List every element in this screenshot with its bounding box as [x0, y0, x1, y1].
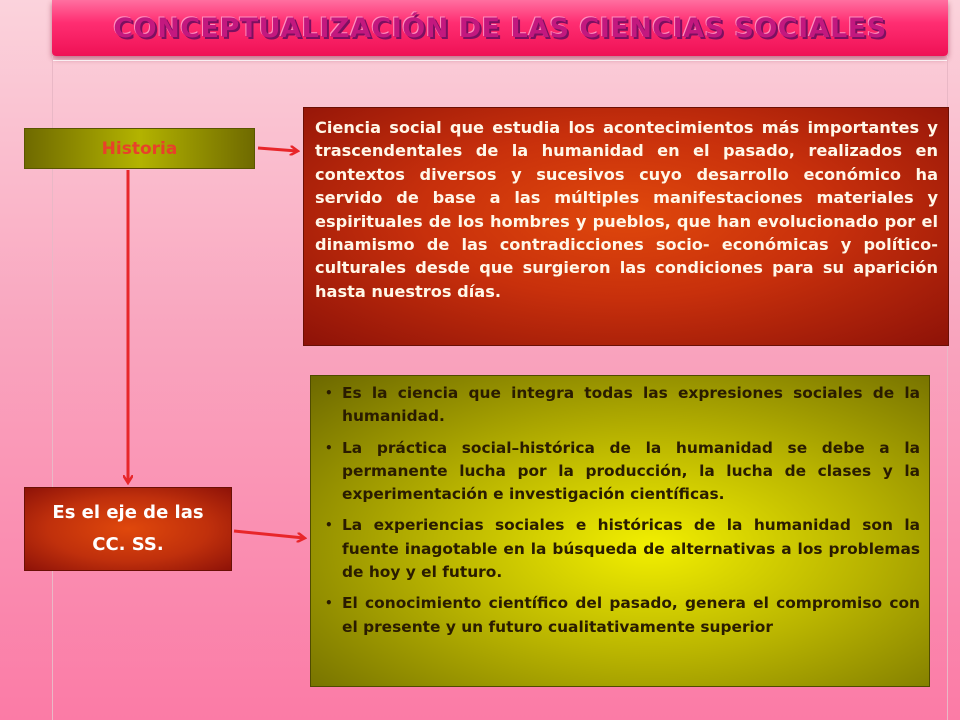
arrow-historia-to-definition — [258, 148, 297, 151]
bullet-item: • La práctica social–histórica de la humanidad se debe a la permanente lucha por la producción, la lucha de clases y la experimentación e investigación científicas. — [342, 437, 920, 507]
bullet-item: • Es la ciencia que integra todas las expresiones sociales de la humanidad. — [342, 382, 920, 429]
historia-label: Historia — [101, 138, 178, 159]
axis-box-line1: Es el eje de las — [52, 502, 204, 523]
bullet-item: • La experiencias sociales e históricas de la humanidad son la fuente inagotable en la búsqueda de alternativas a los problemas de hoy y el futuro. — [342, 514, 920, 584]
definition-text: Ciencia social que estudia los acontecimientos más importantes y trascendentales de la humanidad en el pasado, realizados en contextos diversos y sucesivos cuyo desarrollo económico ha servido de base a las múltiples manifestaciones materiales y espirituales de los hombres y pueblos, que han evolucionado por el dinamismo de las contradicciones socio- económicas y político-culturales desde que surgieron las condiciones para su aparición hasta nuestros días. — [315, 118, 938, 301]
axis-box-line2: CC. SS. — [92, 534, 164, 555]
bullet-item: • El conocimiento científico del pasado, genera el compromiso con el presente y un futuro cualitativamente superior — [342, 592, 920, 639]
slide-title: CONCEPTUALIZACIÓN DE LAS CIENCIAS SOCIALES — [113, 12, 887, 44]
arrow-axis-to-bullets — [234, 531, 304, 538]
